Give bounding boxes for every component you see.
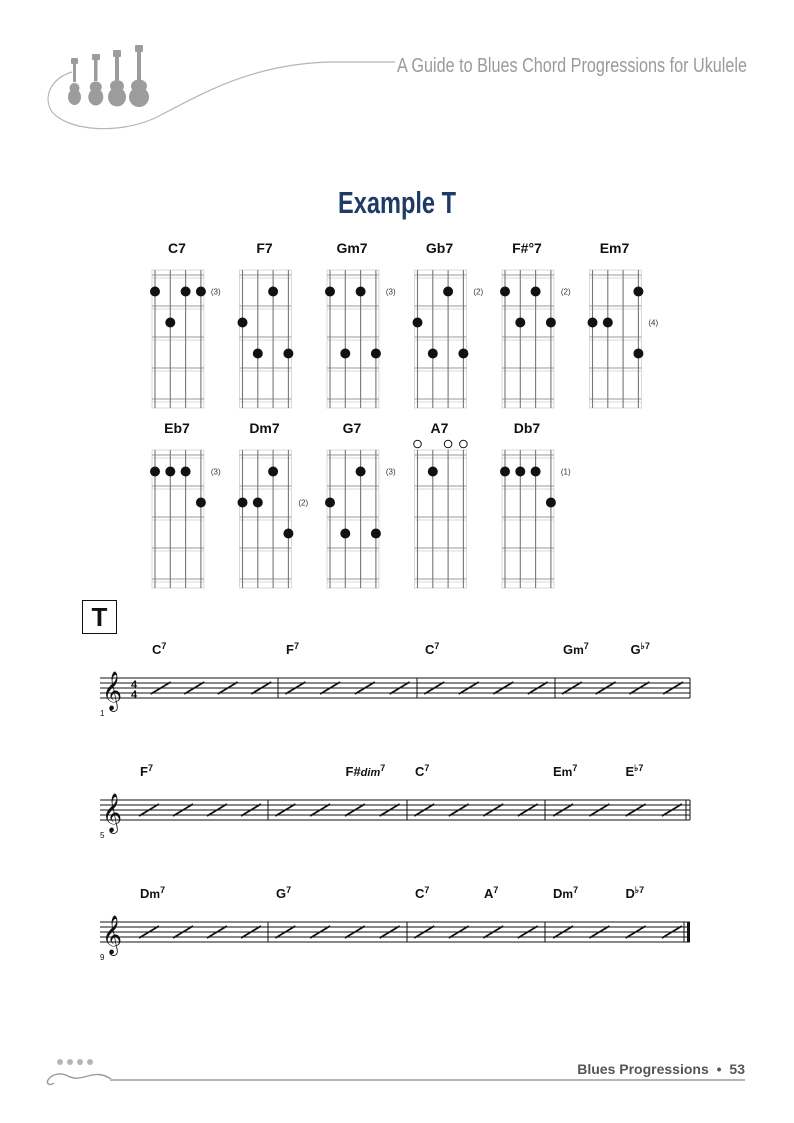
finger-dot — [340, 529, 350, 539]
example-title-area — [0, 175, 794, 235]
finger-dot — [150, 467, 160, 477]
staff-system — [100, 885, 690, 962]
chord-diagram — [588, 240, 659, 408]
finger-dot — [458, 349, 468, 359]
chord-diagram-name: Eb7 — [164, 420, 190, 436]
chord-diagram-name: F#°7 — [512, 240, 542, 256]
ukulele-sopranino-icon — [68, 58, 81, 105]
fret-position-label: (4) — [648, 318, 659, 328]
chord-symbol: F#dim$^7$ — [345, 763, 386, 779]
example-label-box — [82, 600, 117, 634]
finger-dot — [196, 287, 206, 297]
measure-number: 1 — [100, 709, 105, 718]
chord-diagram — [413, 240, 484, 408]
finger-dot — [515, 467, 525, 477]
time-signature-top: 4 — [130, 679, 138, 691]
finger-dot — [546, 318, 556, 328]
finger-dot — [531, 467, 541, 477]
ukulele-soprano-icon — [88, 54, 103, 106]
finger-dot — [253, 498, 263, 508]
footer-separator: • — [716, 1061, 722, 1077]
measure-number: 9 — [100, 953, 105, 962]
fret-position-label: (3) — [385, 467, 396, 477]
chord-diagram — [414, 420, 468, 588]
open-string-marker — [444, 440, 452, 448]
finger-dot — [588, 318, 598, 328]
chord-diagram-frame — [240, 270, 292, 408]
chord-diagram — [500, 240, 571, 408]
chord-symbol: Dm$^7$ — [553, 885, 579, 901]
finger-dot — [268, 467, 278, 477]
finger-dot — [283, 349, 293, 359]
finger-dot — [325, 498, 335, 508]
chord-diagram — [238, 420, 309, 588]
finger-dot — [165, 467, 175, 477]
fret-position-label: (1) — [560, 467, 571, 477]
finger-dot — [196, 498, 206, 508]
footer — [0, 1050, 794, 1110]
chord-diagram — [150, 420, 221, 588]
chord-diagram-name: A7 — [430, 420, 449, 436]
header — [0, 0, 794, 140]
chord-symbol: Em$^7$ — [553, 763, 578, 779]
finger-dot — [546, 498, 556, 508]
chord-diagram-name: Em7 — [599, 240, 630, 256]
chord-diagram — [150, 240, 221, 408]
chord-diagram-name: Gb7 — [425, 240, 454, 256]
chord-symbol: $G^7$ — [276, 885, 292, 901]
chord-symbol: $C^7$ — [152, 641, 167, 657]
ukulele-concert-icon — [108, 50, 126, 107]
open-string-marker — [460, 440, 468, 448]
finger-dot — [515, 318, 525, 328]
footer-swoosh — [47, 1074, 112, 1085]
fret-position-label: (2) — [298, 498, 309, 508]
fret-position-label: (3) — [210, 467, 221, 477]
finger-dot — [356, 467, 366, 477]
chord-diagram-name: C7 — [168, 240, 186, 256]
chord-symbol: $C^7$ — [425, 641, 440, 657]
footer-dots-icon — [57, 1059, 93, 1065]
chord-diagram — [325, 420, 396, 588]
chord-diagram — [500, 420, 571, 588]
finger-dot — [428, 349, 438, 359]
header-title: A Guide to Blues Chord Progressions for Ukulele — [397, 55, 747, 77]
fret-position-label: (2) — [560, 287, 571, 297]
finger-dot — [150, 287, 160, 297]
ukulele-tenor-icon — [129, 45, 149, 107]
chord-symbol: $E^{♭7}$ — [625, 763, 644, 779]
chord-diagram-frame — [415, 270, 467, 408]
finger-dot — [500, 287, 510, 297]
staff-system — [100, 763, 690, 840]
chord-symbol: $F^7$ — [286, 641, 299, 657]
chord-symbol: Dm$^7$ — [140, 885, 166, 901]
chord-symbol: $C^7$ — [415, 885, 430, 901]
chord-diagram-name: Gm7 — [336, 240, 368, 256]
chord-diagram-name: F7 — [256, 240, 273, 256]
fret-position-label: (2) — [473, 287, 484, 297]
finger-dot — [443, 287, 453, 297]
finger-dot — [325, 287, 335, 297]
finger-dot — [633, 349, 643, 359]
finger-dot — [356, 287, 366, 297]
treble-clef-icon: 𝄞 — [102, 794, 123, 832]
finger-dot — [603, 318, 613, 328]
staff-system — [100, 641, 690, 718]
chord-diagram-frame — [327, 450, 379, 588]
finger-dot — [238, 498, 248, 508]
fret-position-label: (3) — [385, 287, 396, 297]
chord-symbol: Gm$^7$ — [563, 641, 589, 657]
notation — [0, 630, 794, 1070]
chord-diagram — [238, 240, 294, 408]
chord-diagram — [325, 240, 396, 408]
finger-dot — [253, 349, 263, 359]
chord-symbol: $D^{♭7}$ — [625, 885, 645, 901]
chord-diagrams — [0, 235, 794, 595]
finger-dot — [340, 349, 350, 359]
chord-diagram-name: G7 — [342, 420, 362, 436]
finger-dot — [181, 287, 191, 297]
finger-dot — [283, 529, 293, 539]
chord-diagram-name: Dm7 — [249, 420, 280, 436]
example-title: Example T — [338, 185, 457, 220]
finger-dot — [531, 287, 541, 297]
finger-dot — [500, 467, 510, 477]
chord-symbol: $A^7$ — [484, 885, 499, 901]
chord-symbol: $F^7$ — [140, 763, 153, 779]
footer-page-number: 53 — [729, 1061, 745, 1077]
chord-symbol: $C^7$ — [415, 763, 430, 779]
finger-dot — [633, 287, 643, 297]
finger-dot — [428, 467, 438, 477]
finger-dot — [268, 287, 278, 297]
finger-dot — [413, 318, 423, 328]
chord-diagram-frame — [415, 450, 467, 588]
chord-diagram-frame — [240, 450, 292, 588]
footer-section: Blues Progressions — [577, 1061, 709, 1077]
treble-clef-icon: 𝄞 — [102, 916, 123, 954]
treble-clef-icon: 𝄞 — [102, 672, 123, 710]
finger-dot — [165, 318, 175, 328]
finger-dot — [371, 349, 381, 359]
finger-dot — [371, 529, 381, 539]
final-barline — [687, 922, 690, 942]
fret-position-label: (3) — [210, 287, 221, 297]
finger-dot — [181, 467, 191, 477]
measure-number: 5 — [100, 831, 105, 840]
time-signature-bottom: 4 — [130, 689, 138, 701]
footer-text — [577, 1061, 745, 1077]
chord-diagram-name: Db7 — [513, 420, 541, 436]
open-string-marker — [414, 440, 422, 448]
chord-symbol: $G^{♭7}$ — [630, 641, 650, 657]
example-label: T — [91, 601, 108, 632]
finger-dot — [238, 318, 248, 328]
